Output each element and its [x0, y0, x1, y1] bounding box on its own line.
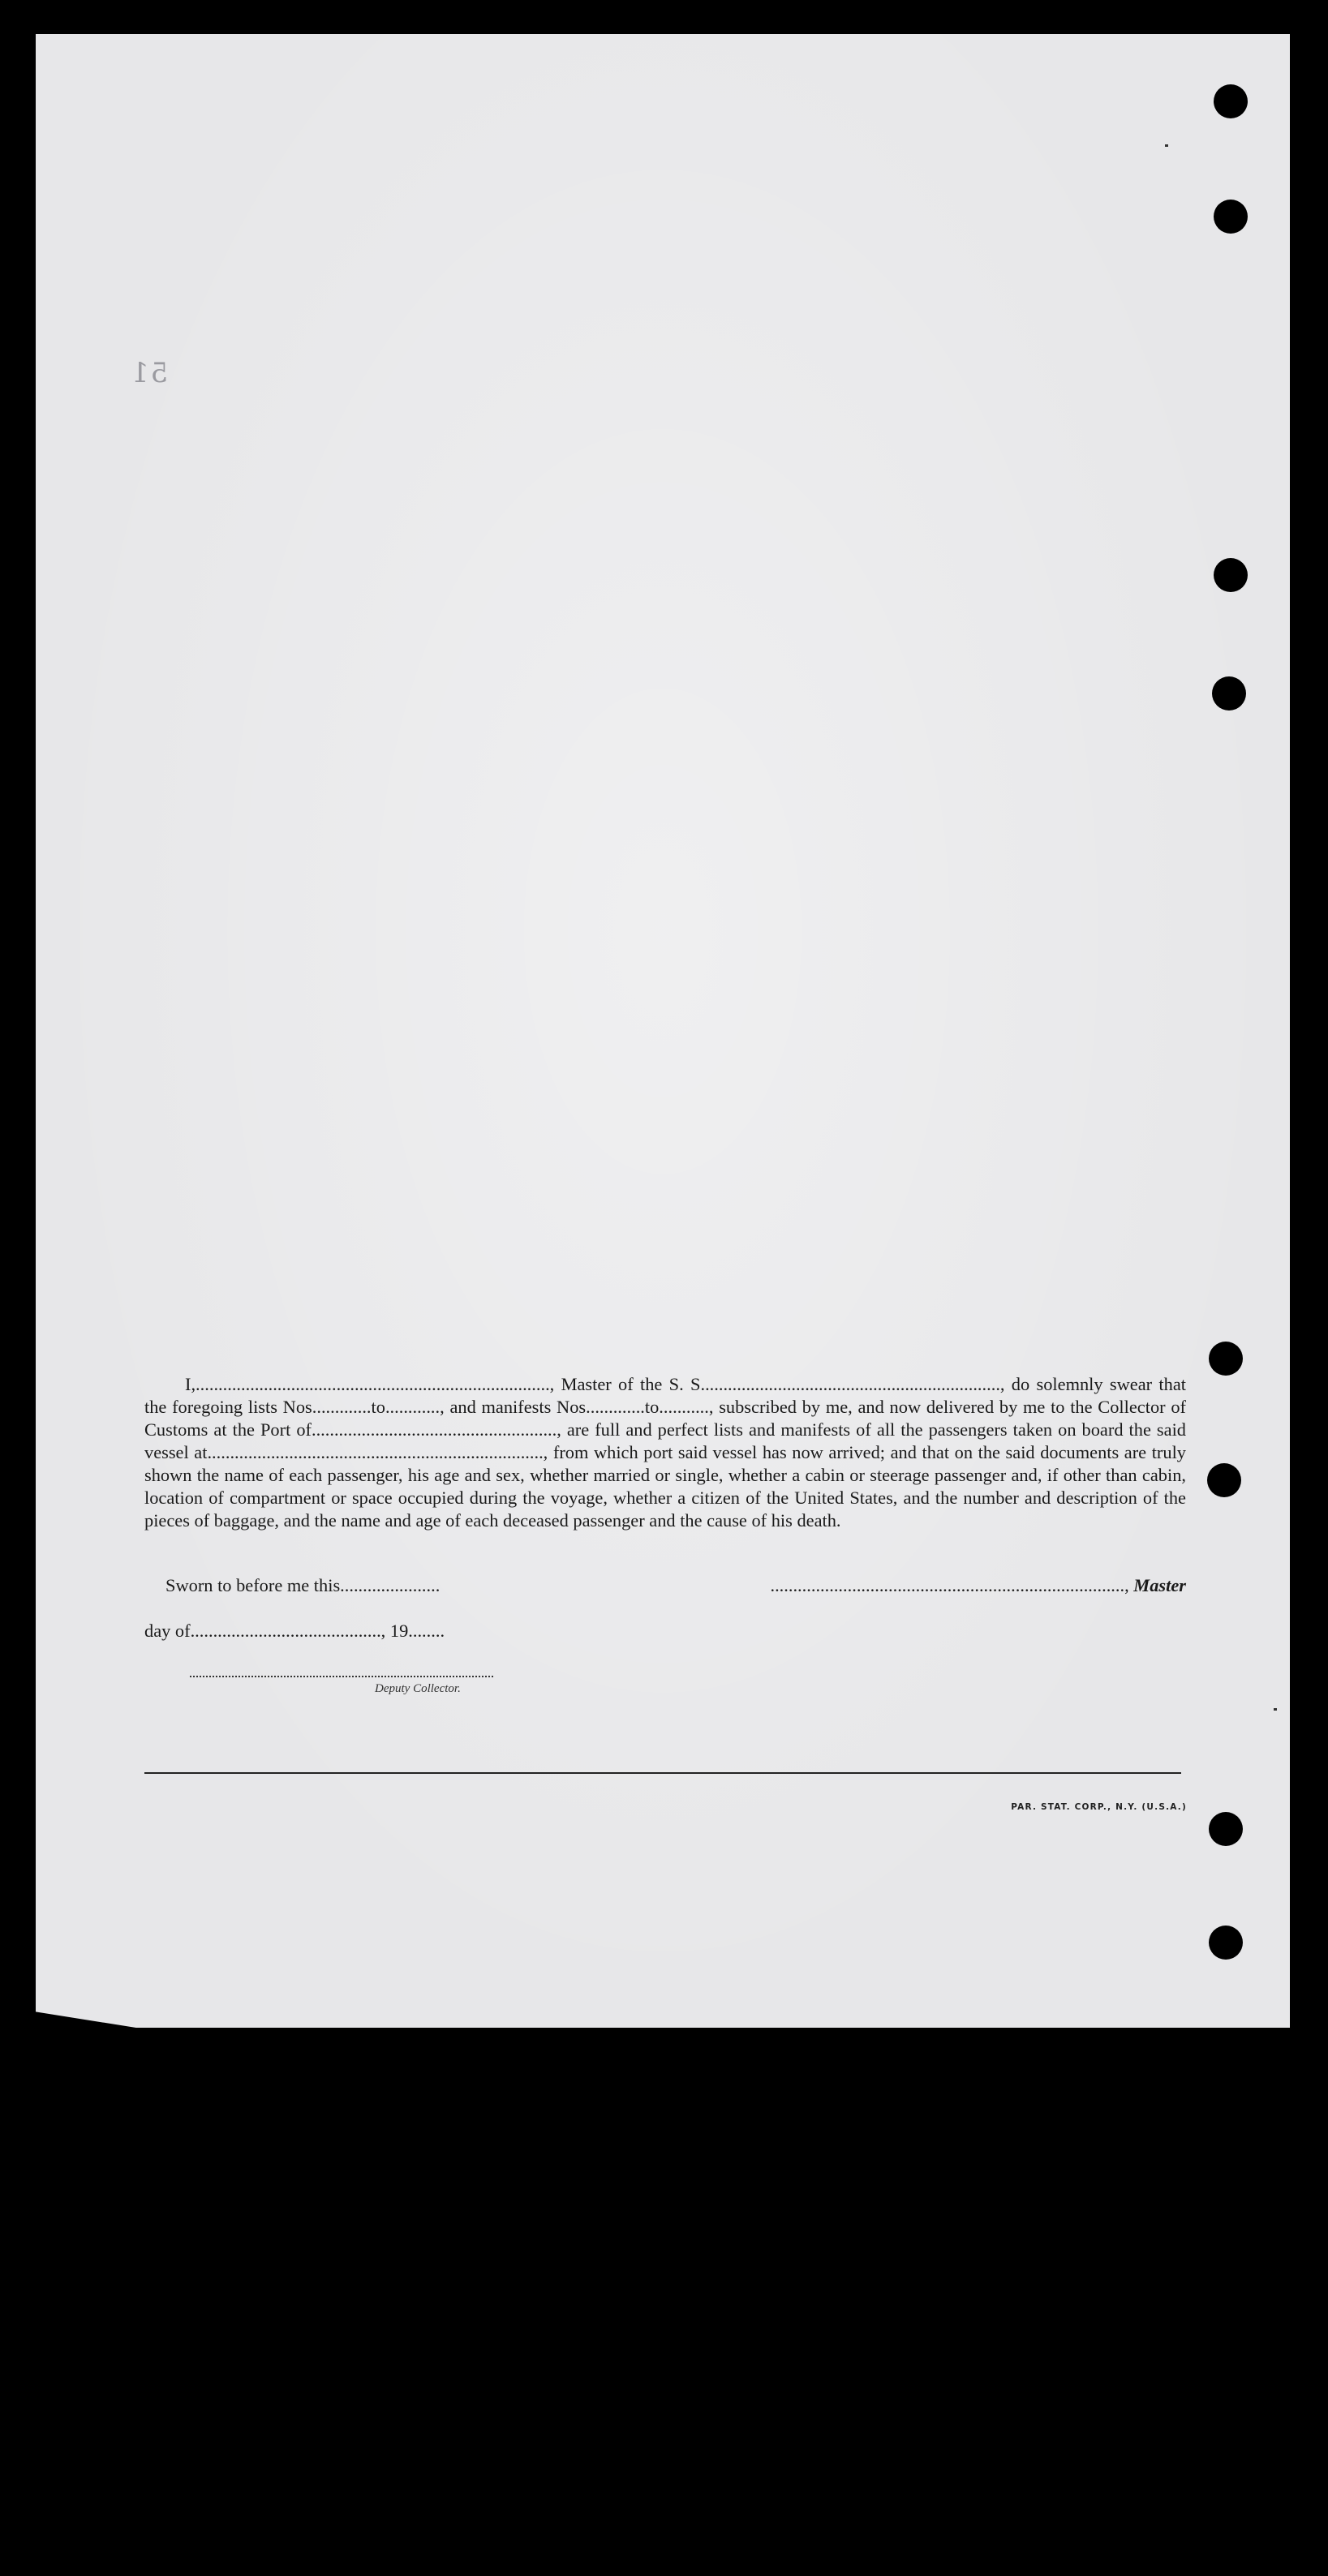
bleed-through-number: 51 — [130, 357, 169, 389]
punch-hole — [1209, 1812, 1243, 1846]
master-signature-line — [770, 1575, 1186, 1596]
speck — [1274, 1708, 1277, 1711]
punch-hole — [1209, 1342, 1243, 1376]
document-page — [36, 34, 1290, 2028]
punch-hole — [1214, 558, 1248, 592]
horizontal-rule — [144, 1772, 1181, 1774]
oath-statement — [144, 1373, 1186, 1532]
master-label: Master — [1133, 1575, 1186, 1595]
deputy-collector-label: Deputy Collector. — [375, 1682, 461, 1695]
sworn-before-text: Sworn to before me this...................... — [165, 1575, 441, 1595]
date-line: day of.........................................., 19........ — [144, 1621, 445, 1641]
deputy-signature-line — [190, 1664, 493, 1677]
punch-hole — [1207, 1463, 1241, 1497]
sworn-row — [144, 1575, 1186, 1601]
master-blank: .............................................................................., — [770, 1575, 1129, 1595]
punch-hole — [1214, 200, 1248, 234]
speck — [1165, 144, 1168, 147]
punch-hole — [1209, 1926, 1243, 1960]
oath-paragraph: I,.............................................................................., Master of the S. S.................................................................., do solemnly swear that the foregoing lists Nos.............to............, and manifests Nos.............to..........., subscribed by me, and now delivered by me to the Collector of Customs at the Port of......................................................, are full and perfect lists and manifests of all the passengers taken on board the said vessel at.........................................................................., from which port said vessel has now arrived; and that on the said documents are truly shown the name of each passenger, his age and sex, whether married or single, whether a cabin or steerage passenger and, if other than cabin, location of compartment or space occupied during the voyage, whether a citizen of the United States, and the number and description of the pieces of baggage, and the name and age of each deceased passenger and the cause of his death. — [144, 1374, 1186, 1531]
punch-hole — [1214, 84, 1248, 118]
printer-imprint: PAR. STAT. CORP., N.Y. (U.S.A.) — [1011, 1802, 1187, 1812]
punch-hole — [1212, 676, 1246, 711]
